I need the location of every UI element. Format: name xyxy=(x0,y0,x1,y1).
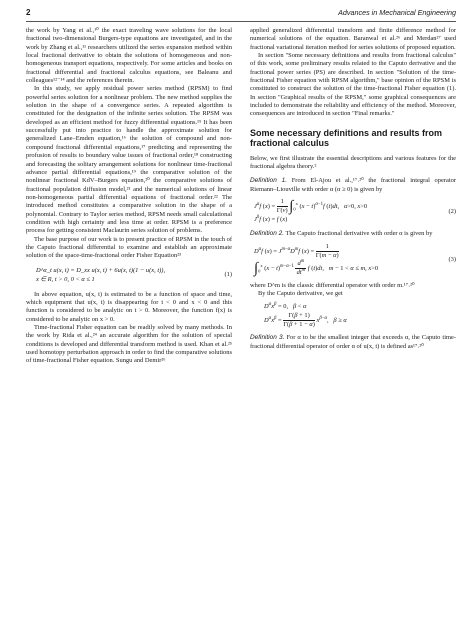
equation-2-number: (2) xyxy=(448,207,456,215)
right-paragraph-2: In section "Some necessary definitions and results from fractional calculus" of this work, some preliminary results related to the Caputo derivative and the fractional power series (PS) are described. In section "Solution of the time-fractional Fisher equation with RPSM algorithm," base opinion of the RPSM is constituted to construct the solution of the time-fractional Fisher equation (1). In section "Graphical results of the RPSM," some graphical consequences are included to demonstrate the reliability and efficiency of the method. Moreover, consequences are introduced in section "Final remarks." xyxy=(250,52,456,118)
caputo-power-line-1: $D^\alpha x^\beta = 0$, β < α xyxy=(264,302,307,311)
definition-2-heading: Definition 2. xyxy=(250,230,284,238)
journal-name: Advances in Mechanical Engineering xyxy=(338,8,456,17)
definition-2 xyxy=(250,230,456,238)
page-header xyxy=(26,8,456,20)
equation-3-line-1: $D^\alpha f$ $(x) = J^{m-\alpha}D^mf$ (x) = $\frac{1}{\Gamma(m - \alpha)}$ xyxy=(254,242,339,259)
right-column xyxy=(250,27,456,351)
page-number: 2 xyxy=(26,8,31,17)
definition-2-text: The Caputo fractional derivative with order α is given by xyxy=(285,230,433,238)
caputo-power-line-2: $D^\alpha x^\beta$ = $\frac{\Gamma(\beta + 1)}{\Gamma(\beta + 1 - \alpha)}$ $x^{\beta-\alpha}$, β ≥ α xyxy=(264,312,347,329)
equation-1-line-1: D^α_t u(x, t) = D_xx u(x, t) + 6u(x, t)(1 − u(x, t)), xyxy=(36,266,166,274)
right-paragraph-1: applied generalized differential transform and finite difference method for numerical solutions of the equation. Baranwal et al.²⁶ and Merdan²⁷ used fractional variational iteration method for series solutions of proposed equation. xyxy=(250,27,456,51)
equation-caputo-power xyxy=(250,302,456,329)
equation-3 xyxy=(250,243,456,277)
left-column xyxy=(26,27,232,366)
equation-2-line-1: $J^\alpha f$ (x) = $\frac{1}{\Gamma(v)}$ $\int_0^x$ $(x - t)^{\alpha-1}f$ (t)dt, α>0, x>0 xyxy=(254,198,368,215)
equation-2-line-2: $J^0f$ (x) = f (x) xyxy=(254,215,288,224)
left-paragraph-4: In above equation, u(x, t) is estimated to be a function of space and time, which equipment that u(x, t) is disappearing for t < 0 and x < 0 and this function is considered to be analytic on t > 0. Moreover, the function f(x) is considered to be analytic on x > 0. xyxy=(26,290,232,323)
left-paragraph-2: In this study, we apply residual power series method (RPSM) to find powerful series solution for a nonlinear problem. The new method supplies the solution in the shape of a convergence series. A repeated algorithm is constituted for the designation of the infinite series solution. The RPSM was developed as an efficient method for fuzzy differential equations.¹⁵ It has been successfully put into practice to handle the approximate solution for generalized Lane–Emden equation,¹⁶ the solution of compound and non-compound fractional differential equations,¹⁷ predicting and representing the profusion of results to boundary value issues of fractional order,¹⁸ constructing and forecasting the solitary arrangement solutions for nonlinear time-fractional advance partial differential equations,¹⁹ the comparative solution of the nonlinear fractional KdV–Burgers equation,²⁰ the comparative solutions of fractional population diffusion model,²¹ and the numerical solutions of linear non-homogeneous partial differential equations of fractional order.²² The introduced method constitutes a comparative solution in the shape of a polynomial. Contrary to Taylor series method, RPSM needs small calculational condition with high certainty and less time at order. RPSM is a preference process for getting consistent Maclaurin series solution of problems. xyxy=(26,85,232,235)
equation-1 xyxy=(26,266,232,285)
definition-1-heading: Definition 1. xyxy=(250,177,288,185)
definition-3-heading: Definition 3. xyxy=(250,334,285,342)
right-paragraph-4: where D^m is the classic differential operator with order m.¹⁷˒²⁰ xyxy=(250,281,415,289)
left-paragraph-1: the work by Yang et al.,¹⁰ the exact traveling wave solutions for the local fractional two-dimensional Burgers-type equations are investigated, and in the work by Zhang et al.,¹¹ researchers utilized the series expansion method within local fractional derivative to obtain the solutions of homogeneous and non-homogeneous transport equations, respectively. For some articles and books on fractional differential and fractional calculus equations, see Baleanu and colleagues¹²⁻¹⁴ and the references therein. xyxy=(26,27,232,85)
header-rule xyxy=(26,21,456,22)
right-paragraph-5: By the Caputo derivative, we get xyxy=(258,289,343,297)
definition-3-text: For α to be the smallest integer that exceeds α, the Caputo time-fractional differential operator of order α of u(x, t) is defined as¹⁷˒²⁰ xyxy=(250,334,457,350)
left-paragraph-5: Time-fractional Fisher equation can be readily solved by many methods. In the work by Rida et al.,²⁴ an accurate algorithm for the solution of special conditions is developed and differential transform method is used. Khan et al.²⁵ used homotopy perturbation approach in order to find the comparative solutions of time-fractional Fisher equation. Sungu and Demir²⁶ xyxy=(26,324,232,365)
equation-3-line-2: $\int_0^x$ $(x - t)^{m-\alpha-1}$ $\frac{d^m}{dt^m}$ f (t)dt, m − 1 < α ≤ m, x>0 xyxy=(254,258,379,276)
definition-1 xyxy=(250,177,456,194)
definition-1-text: From El-Ajou et al.,¹⁷˒²⁰ the fractional integral operator Riemann–Liouville with order α (α ≥ 0) is given by xyxy=(250,177,457,193)
section-title: Some necessary definitions and results from fractional calculus xyxy=(250,127,443,149)
left-paragraph-3: The base purpose of our work is to present practice of RPSM in the touch of the Caputo fractional differential to examine and establish an approximate solution of the space-time-fractional order Fisher Equation²³ xyxy=(26,235,232,260)
equation-2 xyxy=(250,198,456,225)
equation-3-number: (3) xyxy=(448,255,456,263)
equation-1-number: (1) xyxy=(224,270,232,278)
equation-1-line-2: x ∈ R, t > 0, 0 < α ≤ 1 xyxy=(36,276,95,284)
definition-3 xyxy=(250,334,456,351)
right-paragraph-3: Below, we first illustrate the essential descriptions and various features for the fractional algebra theory.² xyxy=(250,154,456,171)
